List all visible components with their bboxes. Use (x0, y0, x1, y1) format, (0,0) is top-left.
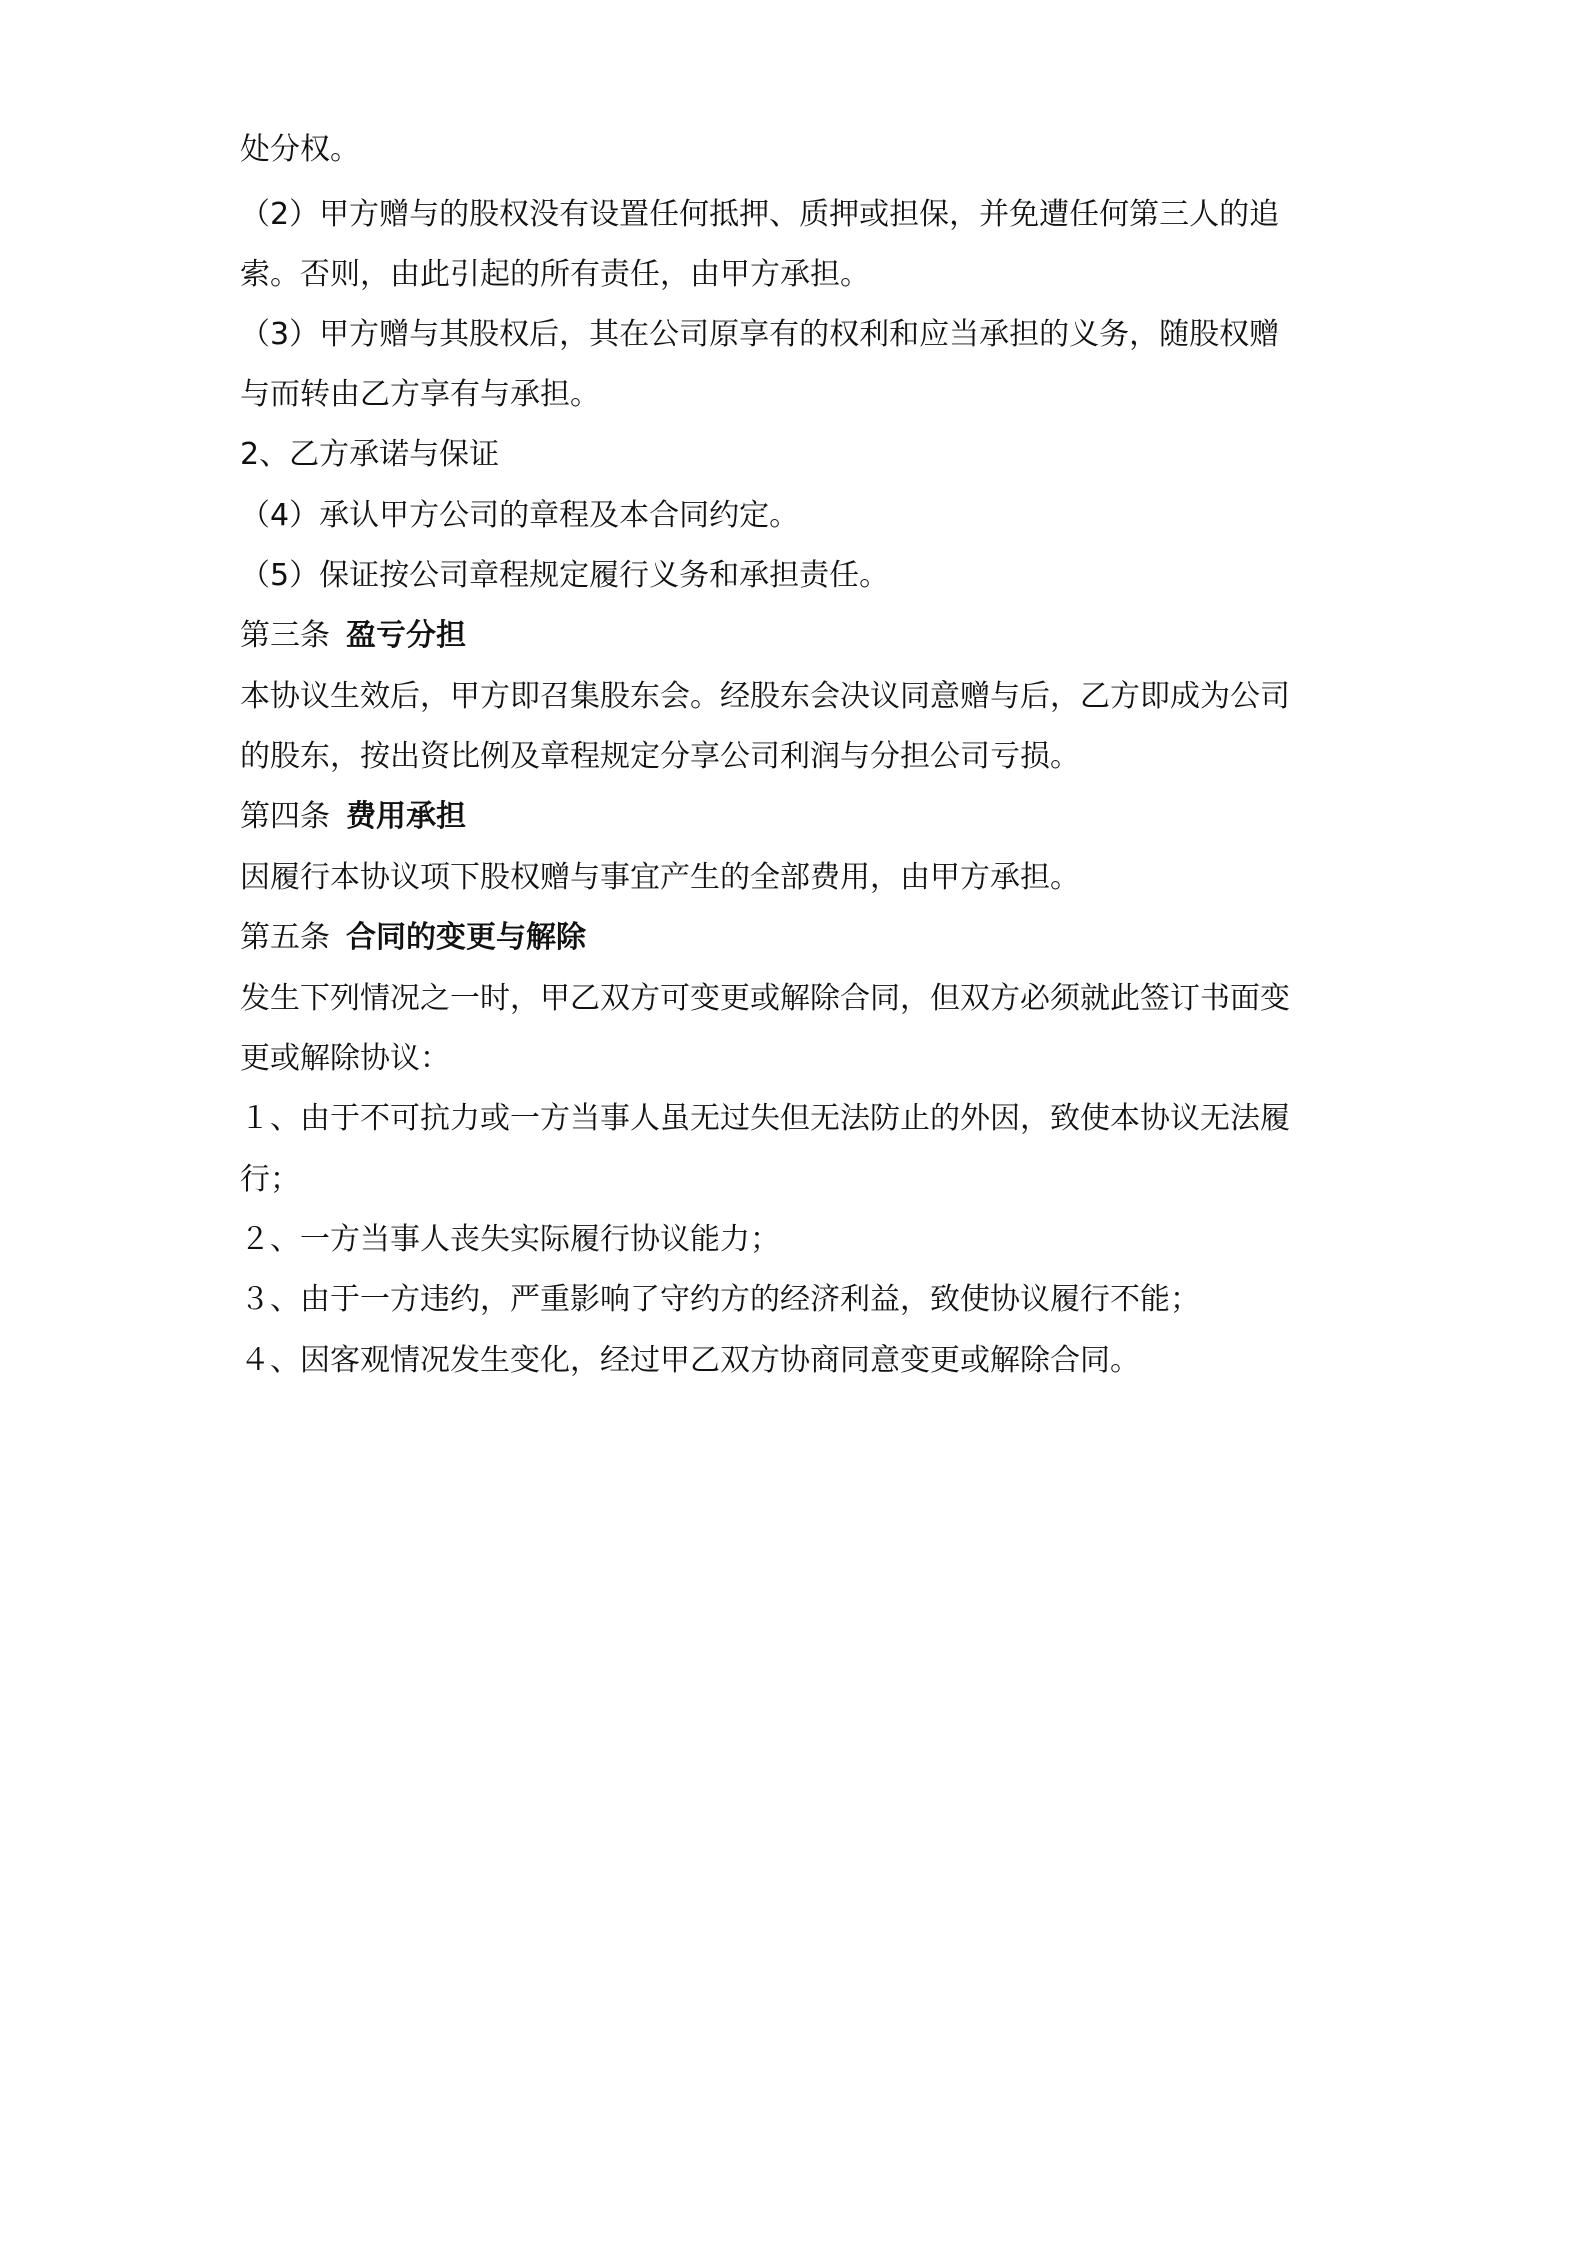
article-heading (240, 795, 1360, 839)
article-title: 合同的变更与解除 (346, 920, 586, 955)
paragraph-line: （5）保证按公司章程规定履行义务和承担责任。 (240, 558, 890, 593)
list-item: ４、因客观情况发生变化，经过甲乙双方协商同意变更或解除合同。 (240, 1343, 1140, 1378)
article-number: 第四条 (240, 799, 330, 834)
article-number: 第五条 (240, 920, 330, 955)
paragraph-line: 更或解除协议： (240, 1041, 450, 1076)
list-item: １、由于不可抗力或一方当事人虽无过失但无法防止的外因，致使本协议无法履 (240, 1101, 1290, 1136)
paragraph-line: 索。否则，由此引起的所有责任，由甲方承担。 (240, 257, 870, 292)
section-heading: 2、乙方承诺与保证 (240, 437, 500, 472)
paragraph-line: 与而转由乙方享有与承担。 (240, 377, 600, 412)
article-heading (240, 614, 1360, 658)
article-number: 第三条 (240, 618, 330, 653)
article-title: 盈亏分担 (346, 618, 466, 653)
article-title: 费用承担 (346, 799, 466, 834)
paragraph-line: 处分权。 (240, 132, 360, 167)
paragraph-line: （4）承认甲方公司的章程及本合同约定。 (240, 498, 800, 533)
list-item: ３、由于一方违约，严重影响了守约方的经济利益，致使协议履行不能； (240, 1282, 1200, 1317)
paragraph-line: 行； (240, 1162, 300, 1197)
paragraph-line: （2）甲方赠与的股权没有设置任何抵押、质押或担保，并免遭任何第三人的追 (240, 197, 1280, 232)
paragraph-line: 因履行本协议项下股权赠与事宜产生的全部费用，由甲方承担。 (240, 860, 1080, 895)
paragraph-line: 发生下列情况之一时，甲乙双方可变更或解除合同，但双方必须就此签订书面变 (240, 981, 1290, 1016)
paragraph-line: 的股东，按出资比例及章程规定分享公司利润与分担公司亏损。 (240, 739, 1080, 774)
article-heading (240, 916, 1360, 960)
list-item: ２、一方当事人丧失实际履行协议能力； (240, 1222, 780, 1257)
paragraph-line: （3）甲方赠与其股权后，其在公司原享有的权利和应当承担的义务，随股权赠 (240, 317, 1280, 352)
paragraph-line: 本协议生效后，甲方即召集股东会。经股东会决议同意赠与后，乙方即成为公司 (240, 679, 1290, 714)
